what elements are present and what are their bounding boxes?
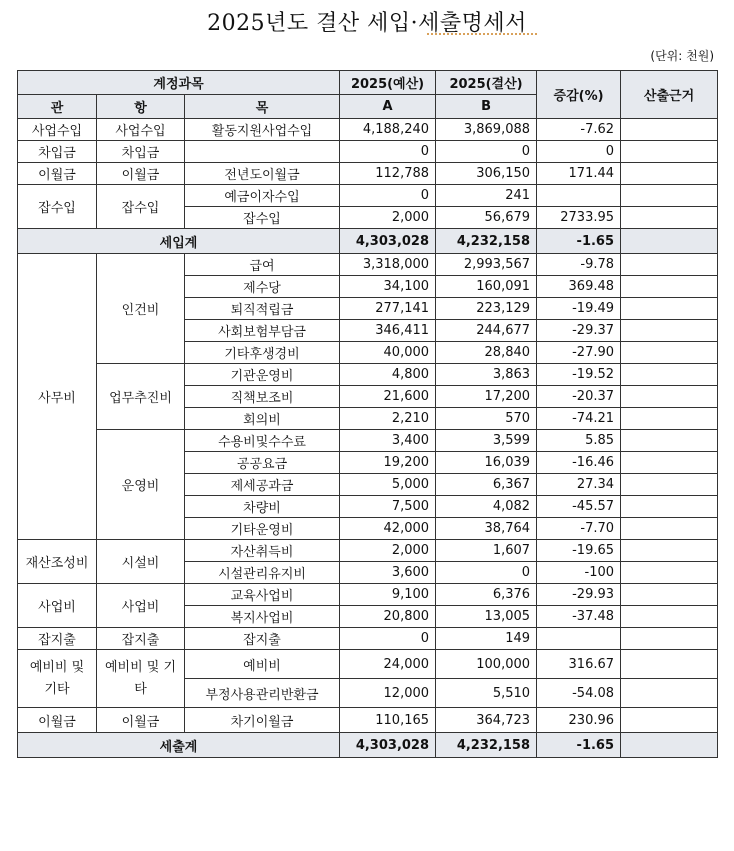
basis-cell <box>621 628 718 650</box>
gwan-cell: 잡수입 <box>18 185 97 229</box>
basis-cell <box>621 320 718 342</box>
actual-cell: 160,091 <box>436 276 537 298</box>
basis-cell <box>621 540 718 562</box>
change-cell: -54.08 <box>537 679 621 708</box>
change-cell: -19.65 <box>537 540 621 562</box>
hang-cell: 예비비 및 기타 <box>97 650 185 708</box>
mok-cell: 잡지출 <box>185 628 340 650</box>
change-cell: -7.70 <box>537 518 621 540</box>
gwan-cell: 예비비 및 기타 <box>18 650 97 708</box>
hang-cell: 잡지출 <box>97 628 185 650</box>
actual-cell: 570 <box>436 408 537 430</box>
expense-total-row <box>18 733 718 758</box>
settlement-table <box>17 70 718 758</box>
budget-cell: 42,000 <box>340 518 436 540</box>
mok-cell: 수용비및수수료 <box>185 430 340 452</box>
budget-cell: 4,303,028 <box>340 733 436 758</box>
budget-cell: 34,100 <box>340 276 436 298</box>
hang-cell: 이월금 <box>97 163 185 185</box>
basis-cell <box>621 650 718 679</box>
actual-cell: 241 <box>436 185 537 207</box>
budget-cell: 0 <box>340 185 436 207</box>
gwan-cell: 재산조성비 <box>18 540 97 584</box>
total-label: 세출계 <box>18 733 340 758</box>
gwan-cell: 사업수입 <box>18 119 97 141</box>
basis-cell <box>621 298 718 320</box>
change-cell: 171.44 <box>537 163 621 185</box>
hang-cell: 운영비 <box>97 430 185 540</box>
actual-cell: 0 <box>436 141 537 163</box>
budget-cell: 110,165 <box>340 708 436 733</box>
change-cell: 0 <box>537 141 621 163</box>
table-row <box>18 163 718 185</box>
table-row <box>18 364 718 386</box>
table-row <box>18 650 718 679</box>
budget-cell: 40,000 <box>340 342 436 364</box>
table-row <box>18 254 718 276</box>
basis-cell <box>621 254 718 276</box>
budget-cell: 12,000 <box>340 679 436 708</box>
budget-cell: 19,200 <box>340 452 436 474</box>
change-cell: -9.78 <box>537 254 621 276</box>
actual-cell: 3,863 <box>436 364 537 386</box>
table-row <box>18 141 718 163</box>
header-actual-b: B <box>436 95 537 119</box>
gwan-cell: 이월금 <box>18 163 97 185</box>
actual-cell: 306,150 <box>436 163 537 185</box>
actual-cell: 3,599 <box>436 430 537 452</box>
table-row <box>18 628 718 650</box>
change-cell <box>537 185 621 207</box>
basis-cell <box>621 606 718 628</box>
budget-cell: 9,100 <box>340 584 436 606</box>
change-cell: -1.65 <box>537 733 621 758</box>
hang-cell: 인건비 <box>97 254 185 364</box>
mok-cell: 기타운영비 <box>185 518 340 540</box>
mok-cell: 시설관리유지비 <box>185 562 340 584</box>
budget-cell: 3,318,000 <box>340 254 436 276</box>
hang-cell: 차입금 <box>97 141 185 163</box>
mok-cell: 회의비 <box>185 408 340 430</box>
actual-cell: 1,607 <box>436 540 537 562</box>
budget-cell: 346,411 <box>340 320 436 342</box>
actual-cell: 56,679 <box>436 207 537 229</box>
mok-cell: 기타후생경비 <box>185 342 340 364</box>
actual-cell: 223,129 <box>436 298 537 320</box>
basis-cell <box>621 562 718 584</box>
hang-cell: 잡수입 <box>97 185 185 229</box>
table-row <box>18 540 718 562</box>
mok-cell: 예금이자수입 <box>185 185 340 207</box>
actual-cell: 6,367 <box>436 474 537 496</box>
mok-cell: 전년도이월금 <box>185 163 340 185</box>
budget-cell: 5,000 <box>340 474 436 496</box>
actual-cell: 4,232,158 <box>436 229 537 254</box>
basis-cell <box>621 452 718 474</box>
header-gwan: 관 <box>18 95 97 119</box>
basis-cell <box>621 584 718 606</box>
mok-cell: 잡수입 <box>185 207 340 229</box>
mok-cell: 공공요금 <box>185 452 340 474</box>
budget-cell: 0 <box>340 628 436 650</box>
change-cell <box>537 628 621 650</box>
change-cell: -19.52 <box>537 364 621 386</box>
budget-cell: 2,000 <box>340 540 436 562</box>
actual-cell: 149 <box>436 628 537 650</box>
basis-cell <box>621 386 718 408</box>
change-cell: -1.65 <box>537 229 621 254</box>
budget-cell: 277,141 <box>340 298 436 320</box>
budget-cell: 7,500 <box>340 496 436 518</box>
table-row <box>18 584 718 606</box>
mok-cell: 부정사용관리반환금 <box>185 679 340 708</box>
mok-cell: 사회보험부담금 <box>185 320 340 342</box>
actual-cell: 364,723 <box>436 708 537 733</box>
budget-cell: 0 <box>340 141 436 163</box>
change-cell: -100 <box>537 562 621 584</box>
mok-cell: 퇴직적립금 <box>185 298 340 320</box>
actual-cell: 2,993,567 <box>436 254 537 276</box>
table-row <box>18 119 718 141</box>
budget-cell: 112,788 <box>340 163 436 185</box>
change-cell: -74.21 <box>537 408 621 430</box>
actual-cell: 100,000 <box>436 650 537 679</box>
mok-cell: 교육사업비 <box>185 584 340 606</box>
actual-cell: 6,376 <box>436 584 537 606</box>
change-cell: 369.48 <box>537 276 621 298</box>
actual-cell: 3,869,088 <box>436 119 537 141</box>
mok-cell: 활동지원사업수입 <box>185 119 340 141</box>
budget-cell: 24,000 <box>340 650 436 679</box>
change-cell: 230.96 <box>537 708 621 733</box>
hang-cell: 사업수입 <box>97 119 185 141</box>
unit-label: (단위: 천원) <box>650 49 714 63</box>
spellcheck-underline <box>427 31 537 35</box>
gwan-cell: 사업비 <box>18 584 97 628</box>
hang-cell: 시설비 <box>97 540 185 584</box>
hang-cell: 이월금 <box>97 708 185 733</box>
table-row <box>18 430 718 452</box>
change-cell: -7.62 <box>537 119 621 141</box>
basis-cell <box>621 185 718 207</box>
basis-cell <box>621 207 718 229</box>
header-actual: 2025(결산) <box>436 71 537 95</box>
budget-cell: 21,600 <box>340 386 436 408</box>
header-budget-a: A <box>340 95 436 119</box>
budget-cell: 4,188,240 <box>340 119 436 141</box>
header-hang: 항 <box>97 95 185 119</box>
change-cell: 27.34 <box>537 474 621 496</box>
gwan-cell: 잡지출 <box>18 628 97 650</box>
basis-cell <box>621 342 718 364</box>
change-cell: -27.90 <box>537 342 621 364</box>
actual-cell: 4,232,158 <box>436 733 537 758</box>
table-row <box>18 708 718 733</box>
actual-cell: 4,082 <box>436 496 537 518</box>
budget-cell: 4,303,028 <box>340 229 436 254</box>
basis-cell <box>621 708 718 733</box>
gwan-cell: 이월금 <box>18 708 97 733</box>
hang-cell: 사업비 <box>97 584 185 628</box>
basis-cell <box>621 474 718 496</box>
basis-cell <box>621 518 718 540</box>
header-change: 증감(%) <box>537 71 621 119</box>
mok-cell: 자산취득비 <box>185 540 340 562</box>
basis-cell <box>621 679 718 708</box>
basis-cell <box>621 141 718 163</box>
mok-cell: 차기이월금 <box>185 708 340 733</box>
basis-cell <box>621 733 718 758</box>
budget-cell: 3,600 <box>340 562 436 584</box>
change-cell: -19.49 <box>537 298 621 320</box>
change-cell: 5.85 <box>537 430 621 452</box>
actual-cell: 13,005 <box>436 606 537 628</box>
change-cell: -20.37 <box>537 386 621 408</box>
basis-cell <box>621 276 718 298</box>
change-cell: -29.93 <box>537 584 621 606</box>
actual-cell: 16,039 <box>436 452 537 474</box>
change-cell: -45.57 <box>537 496 621 518</box>
mok-cell: 급여 <box>185 254 340 276</box>
page-title: 2025년도 결산 세입·세출명세서 <box>207 11 527 36</box>
mok-cell: 기관운영비 <box>185 364 340 386</box>
actual-cell: 0 <box>436 562 537 584</box>
budget-cell: 3,400 <box>340 430 436 452</box>
basis-cell <box>621 229 718 254</box>
actual-cell: 38,764 <box>436 518 537 540</box>
header-budget: 2025(예산) <box>340 71 436 95</box>
basis-cell <box>621 119 718 141</box>
mok-cell <box>185 141 340 163</box>
basis-cell <box>621 408 718 430</box>
mok-cell: 복지사업비 <box>185 606 340 628</box>
actual-cell: 244,677 <box>436 320 537 342</box>
table-row <box>18 185 718 207</box>
change-cell: 2733.95 <box>537 207 621 229</box>
header-basis: 산출근거 <box>621 71 718 119</box>
change-cell: 316.67 <box>537 650 621 679</box>
total-label: 세입계 <box>18 229 340 254</box>
actual-cell: 5,510 <box>436 679 537 708</box>
mok-cell: 예비비 <box>185 650 340 679</box>
basis-cell <box>621 364 718 386</box>
header-mok: 목 <box>185 95 340 119</box>
basis-cell <box>621 163 718 185</box>
header-account: 계정과목 <box>18 71 340 95</box>
gwan-cell: 사무비 <box>18 254 97 540</box>
mok-cell: 차량비 <box>185 496 340 518</box>
basis-cell <box>621 430 718 452</box>
budget-cell: 2,210 <box>340 408 436 430</box>
change-cell: -37.48 <box>537 606 621 628</box>
change-cell: -29.37 <box>537 320 621 342</box>
budget-cell: 20,800 <box>340 606 436 628</box>
budget-cell: 4,800 <box>340 364 436 386</box>
hang-cell: 업무추진비 <box>97 364 185 430</box>
actual-cell: 17,200 <box>436 386 537 408</box>
gwan-cell: 차입금 <box>18 141 97 163</box>
mok-cell: 제세공과금 <box>185 474 340 496</box>
change-cell: -16.46 <box>537 452 621 474</box>
revenue-total-row <box>18 229 718 254</box>
mok-cell: 제수당 <box>185 276 340 298</box>
basis-cell <box>621 496 718 518</box>
actual-cell: 28,840 <box>436 342 537 364</box>
budget-cell: 2,000 <box>340 207 436 229</box>
mok-cell: 직책보조비 <box>185 386 340 408</box>
